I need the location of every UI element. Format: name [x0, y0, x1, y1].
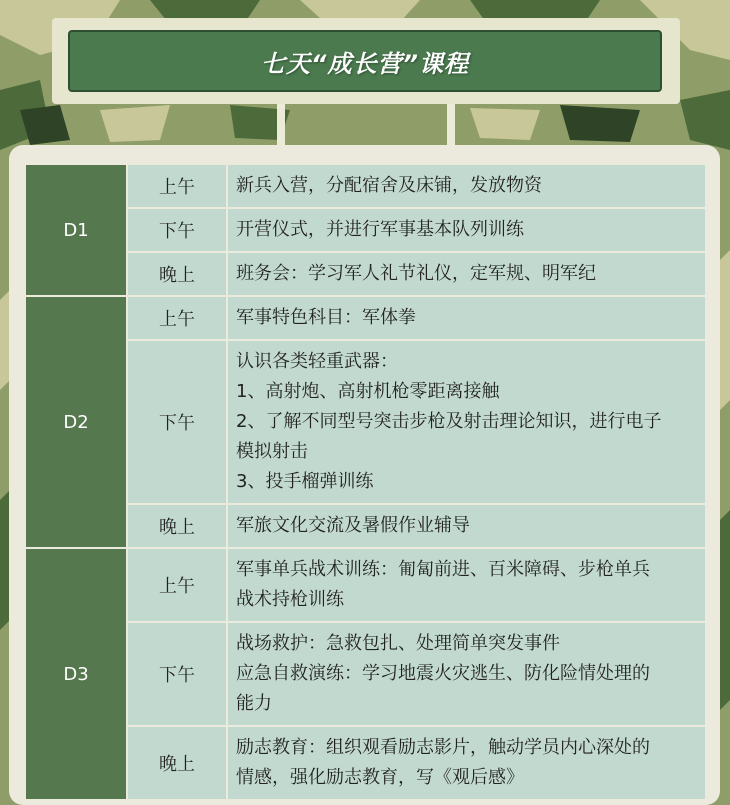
- activity-line: 新兵入营，分配宿舍及床铺，发放物资: [236, 175, 542, 196]
- period-label: 晚上: [127, 252, 227, 296]
- period-label: 下午: [127, 208, 227, 252]
- activity-line: 3、投手榴弹训练: [236, 471, 374, 492]
- activity-description: [227, 252, 706, 296]
- activity-description: [227, 340, 706, 504]
- banner-post-right: [447, 104, 455, 146]
- banner-post-left: [277, 104, 285, 146]
- period-label: 下午: [127, 622, 227, 726]
- activity-line: 军旅文化交流及暑假作业辅导: [236, 515, 470, 536]
- table-row: [25, 340, 706, 504]
- period-label: 晚上: [127, 726, 227, 800]
- activity-line: 军事单兵战术训练：匍匐前进、百米障碍、步枪单兵: [236, 559, 650, 580]
- period-label: 上午: [127, 548, 227, 622]
- activity-description: [227, 622, 706, 726]
- activity-description: [227, 726, 706, 800]
- activity-description: [227, 548, 706, 622]
- activity-line: 能力: [236, 693, 272, 714]
- day-label: D2: [25, 296, 127, 548]
- activity-line: 战术持枪训练: [236, 589, 344, 610]
- activity-line: 班务会：学习军人礼节礼仪，定军规、明军纪: [236, 263, 596, 284]
- day-label: D1: [25, 164, 127, 296]
- activity-description: [227, 296, 706, 340]
- period-label: 晚上: [127, 504, 227, 548]
- activity-description: [227, 504, 706, 548]
- period-label: 上午: [127, 296, 227, 340]
- table-row: [25, 296, 706, 340]
- table-row: [25, 548, 706, 622]
- activity-line: 情感，强化励志教育，写《观后感》: [236, 767, 524, 788]
- activity-line: 战场救护：急救包扎、处理简单突发事件: [236, 633, 560, 654]
- activity-line: 1、高射炮、高射机枪零距离接触: [236, 381, 500, 402]
- table-row: [25, 504, 706, 548]
- table-row: [25, 208, 706, 252]
- period-label: 上午: [127, 164, 227, 208]
- activity-line: 开营仪式，并进行军事基本队列训练: [236, 219, 524, 240]
- activity-line: 2、了解不同型号突击步枪及射击理论知识，进行电子: [236, 411, 662, 432]
- table-row: [25, 164, 706, 208]
- table-row: [25, 622, 706, 726]
- activity-description: [227, 164, 706, 208]
- activity-line: 应急自救演练：学习地震火灾逃生、防化险情处理的: [236, 663, 650, 684]
- activity-description: [227, 208, 706, 252]
- activity-line: 模拟射击: [236, 441, 308, 462]
- table-row: [25, 252, 706, 296]
- schedule-table: [24, 163, 707, 801]
- table-row: [25, 726, 706, 800]
- title-banner: [68, 30, 662, 92]
- activity-line: 认识各类轻重武器：: [236, 351, 398, 372]
- activity-line: 军事特色科目：军体拳: [236, 307, 416, 328]
- page-title: 七天“成长营”课程: [261, 49, 469, 78]
- period-label: 下午: [127, 340, 227, 504]
- day-label: D3: [25, 548, 127, 800]
- activity-line: 励志教育：组织观看励志影片，触动学员内心深处的: [236, 737, 650, 758]
